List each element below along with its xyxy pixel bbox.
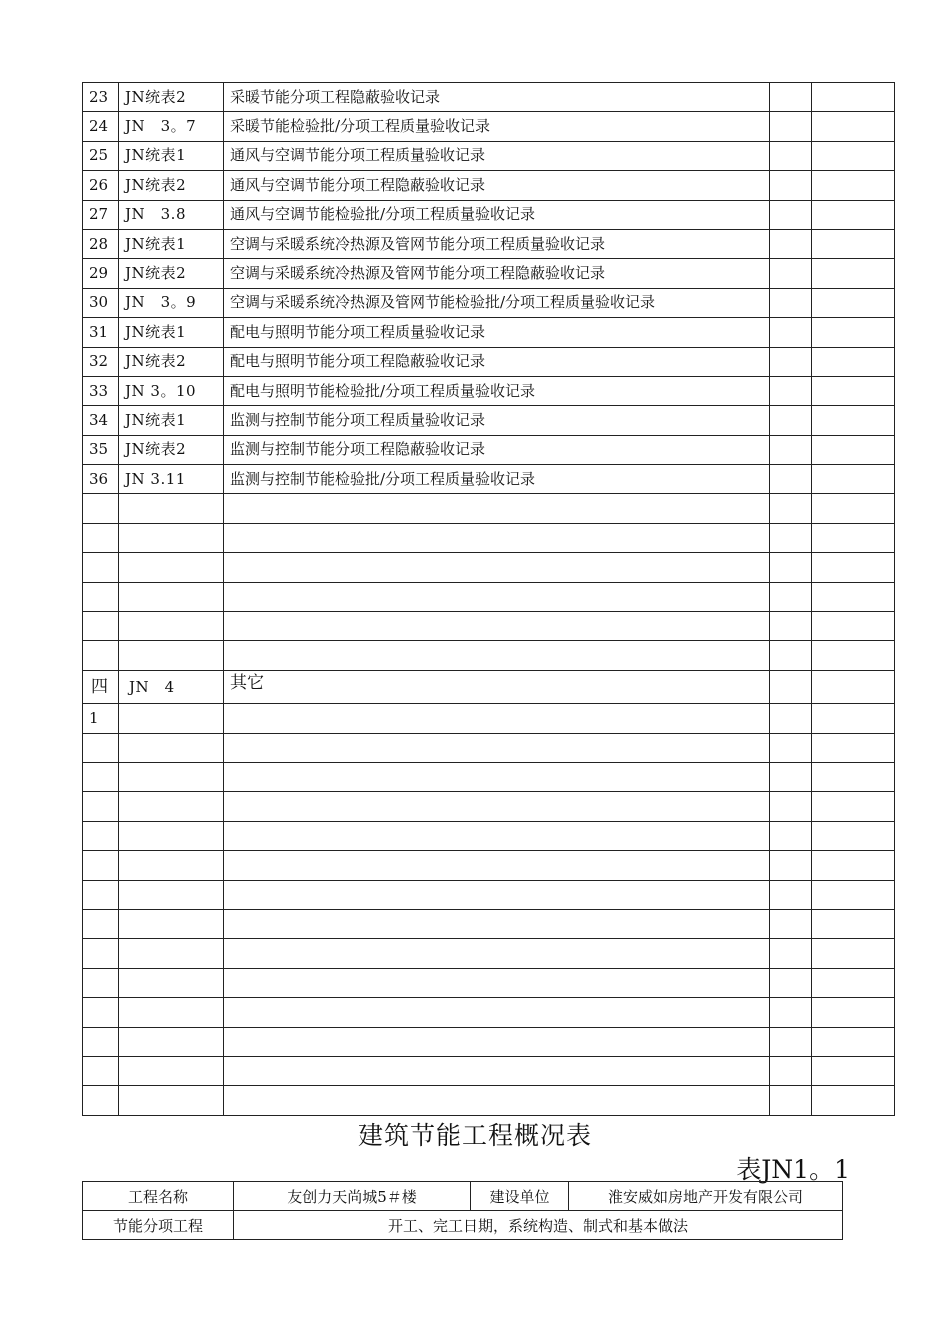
record-name: 通风与空调节能分项工程隐蔽验收记录 [224, 171, 770, 200]
form-code: JN统表1 [119, 318, 224, 347]
form-code: JN统表2 [119, 83, 224, 112]
form-code: JN 3。7 [119, 112, 224, 141]
check-cell [770, 998, 812, 1027]
record-name: 其它 [224, 670, 770, 703]
overview-title: 建筑节能工程概况表 [357, 1121, 592, 1150]
row-number [83, 523, 119, 552]
record-name [224, 909, 770, 938]
record-name: 采暖节能检验批/分项工程质量验收记录 [224, 112, 770, 141]
form-code [119, 1027, 224, 1056]
check-cell [770, 880, 812, 909]
blank-row [83, 762, 895, 791]
remark-cell [812, 288, 895, 317]
form-code [119, 909, 224, 938]
form-code: JN统表2 [119, 259, 224, 288]
record-name [224, 641, 770, 670]
form-code [119, 582, 224, 611]
row-number: 26 [83, 171, 119, 200]
record-name: 监测与控制节能检验批/分项工程质量验收记录 [224, 465, 770, 494]
row-number: 27 [83, 200, 119, 229]
record-name [224, 1086, 770, 1115]
remark-cell [812, 200, 895, 229]
check-cell [770, 200, 812, 229]
row-number [83, 582, 119, 611]
check-cell [770, 406, 812, 435]
form-code [119, 939, 224, 968]
record-name [224, 553, 770, 582]
check-cell [770, 465, 812, 494]
remark-cell [812, 762, 895, 791]
record-name [224, 762, 770, 791]
blank-row [83, 909, 895, 938]
subproject-description: 开工、完工日期，系统构造、制式和基本做法 [234, 1211, 843, 1240]
record-row [83, 288, 895, 317]
row-number [83, 733, 119, 762]
overview-table [82, 1181, 843, 1240]
record-name [224, 494, 770, 523]
row-number [83, 821, 119, 850]
record-row [83, 318, 895, 347]
row-number: 36 [83, 465, 119, 494]
remark-cell [812, 851, 895, 880]
check-cell [770, 141, 812, 170]
check-cell [770, 259, 812, 288]
overview-row-subproject [83, 1211, 843, 1240]
record-name [224, 998, 770, 1027]
record-row [83, 200, 895, 229]
check-cell [770, 288, 812, 317]
check-cell [770, 909, 812, 938]
form-code: JN统表1 [119, 406, 224, 435]
form-code [119, 792, 224, 821]
remark-cell [812, 171, 895, 200]
remark-cell [812, 670, 895, 703]
check-cell [770, 670, 812, 703]
remark-cell [812, 612, 895, 641]
row-number: 31 [83, 318, 119, 347]
remark-cell [812, 704, 895, 733]
row-number: 1 [83, 704, 119, 733]
row-number [83, 1027, 119, 1056]
check-cell [770, 523, 812, 552]
check-cell [770, 1086, 812, 1115]
check-cell [770, 851, 812, 880]
project-name-value: 友创力天尚城5＃楼 [234, 1182, 471, 1211]
row-number [83, 762, 119, 791]
check-cell [770, 821, 812, 850]
form-code: JN统表2 [119, 171, 224, 200]
remark-cell [812, 465, 895, 494]
row-number: 30 [83, 288, 119, 317]
remark-cell [812, 641, 895, 670]
form-code [119, 733, 224, 762]
remark-cell [812, 406, 895, 435]
remark-cell [812, 376, 895, 405]
remark-cell [812, 998, 895, 1027]
row-number: 34 [83, 406, 119, 435]
row-number [83, 494, 119, 523]
form-code [119, 523, 224, 552]
check-cell [770, 1027, 812, 1056]
remark-cell [812, 435, 895, 464]
row-number: 35 [83, 435, 119, 464]
form-code: JN统表1 [119, 229, 224, 258]
check-cell [770, 733, 812, 762]
remark-cell [812, 523, 895, 552]
row-number: 32 [83, 347, 119, 376]
record-name [224, 939, 770, 968]
blank-row [83, 851, 895, 880]
remark-cell [812, 792, 895, 821]
remark-cell [812, 1027, 895, 1056]
remark-cell [812, 318, 895, 347]
blank-row [83, 1027, 895, 1056]
row-number: 29 [83, 259, 119, 288]
check-cell [770, 435, 812, 464]
blank-row [83, 523, 895, 552]
check-cell [770, 229, 812, 258]
check-cell [770, 376, 812, 405]
remark-cell [812, 229, 895, 258]
remark-cell [812, 733, 895, 762]
record-name [224, 880, 770, 909]
form-code: JN统表2 [119, 347, 224, 376]
check-cell [770, 939, 812, 968]
remark-cell [812, 112, 895, 141]
record-row [83, 259, 895, 288]
record-name [224, 704, 770, 733]
row-number: 24 [83, 112, 119, 141]
check-cell [770, 112, 812, 141]
remark-cell [812, 347, 895, 376]
form-code [119, 704, 224, 733]
record-name [224, 851, 770, 880]
form-code [119, 1086, 224, 1115]
record-row [83, 435, 895, 464]
row-number [83, 968, 119, 997]
remark-cell [812, 880, 895, 909]
blank-row [83, 494, 895, 523]
project-name-label: 工程名称 [83, 1182, 234, 1211]
record-name [224, 612, 770, 641]
record-name [224, 821, 770, 850]
form-code [119, 641, 224, 670]
record-name: 配电与照明节能分项工程隐蔽验收记录 [224, 347, 770, 376]
record-name: 监测与控制节能分项工程隐蔽验收记录 [224, 435, 770, 464]
subproject-label: 节能分项工程 [83, 1211, 234, 1240]
row-number [83, 553, 119, 582]
row-number: 28 [83, 229, 119, 258]
blank-row [83, 880, 895, 909]
record-row [83, 406, 895, 435]
form-code [119, 612, 224, 641]
row-number [83, 909, 119, 938]
record-name: 配电与照明节能检验批/分项工程质量验收记录 [224, 376, 770, 405]
record-index-table [82, 82, 895, 1116]
row-number: 23 [83, 83, 119, 112]
blank-row [83, 733, 895, 762]
remark-cell [812, 582, 895, 611]
record-name: 空调与采暖系统冷热源及管网节能分项工程隐蔽验收记录 [224, 259, 770, 288]
remark-cell [812, 1056, 895, 1085]
remark-cell [812, 141, 895, 170]
row-number [83, 1086, 119, 1115]
record-name [224, 792, 770, 821]
form-code: JN统表1 [119, 141, 224, 170]
check-cell [770, 83, 812, 112]
record-row [83, 112, 895, 141]
record-row [83, 229, 895, 258]
remark-cell [812, 83, 895, 112]
blank-row [83, 968, 895, 997]
form-code [119, 968, 224, 997]
row-number [83, 612, 119, 641]
blank-row [83, 939, 895, 968]
check-cell [770, 968, 812, 997]
record-row [83, 141, 895, 170]
form-code [119, 1056, 224, 1085]
form-code [119, 494, 224, 523]
record-name [224, 733, 770, 762]
form-code: JN 3。9 [119, 288, 224, 317]
record-name: 监测与控制节能分项工程质量验收记录 [224, 406, 770, 435]
record-name: 空调与采暖系统冷热源及管网节能检验批/分项工程质量验收记录 [224, 288, 770, 317]
blank-row [83, 641, 895, 670]
blank-row [83, 1056, 895, 1085]
remark-cell [812, 968, 895, 997]
row-number [83, 792, 119, 821]
row-number [83, 998, 119, 1027]
record-row [83, 465, 895, 494]
overview-row-project [83, 1182, 843, 1211]
record-name: 配电与照明节能分项工程质量验收记录 [224, 318, 770, 347]
check-cell [770, 612, 812, 641]
check-cell [770, 494, 812, 523]
section-row [83, 670, 895, 703]
check-cell [770, 347, 812, 376]
form-code: JN 3。10 [119, 376, 224, 405]
blank-row [83, 582, 895, 611]
record-name [224, 968, 770, 997]
blank-row [83, 998, 895, 1027]
record-index-body [83, 83, 895, 1116]
remark-cell [812, 1086, 895, 1115]
blank-row [83, 553, 895, 582]
check-cell [770, 641, 812, 670]
record-name: 通风与空调节能检验批/分项工程质量验收记录 [224, 200, 770, 229]
check-cell [770, 582, 812, 611]
check-cell [770, 171, 812, 200]
blank-row [83, 1086, 895, 1115]
form-code [119, 998, 224, 1027]
builder-label: 建设单位 [471, 1182, 569, 1211]
row-number: 25 [83, 141, 119, 170]
remark-cell [812, 909, 895, 938]
form-code [119, 553, 224, 582]
row-number [83, 641, 119, 670]
record-name: 通风与空调节能分项工程质量验收记录 [224, 141, 770, 170]
remark-cell [812, 494, 895, 523]
row-number: 33 [83, 376, 119, 405]
remark-cell [812, 259, 895, 288]
row-number [83, 1056, 119, 1085]
check-cell [770, 762, 812, 791]
record-row [83, 171, 895, 200]
form-code: JN 4 [119, 670, 224, 703]
remark-cell [812, 821, 895, 850]
remark-cell [812, 553, 895, 582]
form-code [119, 821, 224, 850]
row-number [83, 880, 119, 909]
record-name [224, 1027, 770, 1056]
check-cell [770, 553, 812, 582]
record-row [83, 376, 895, 405]
row-number [83, 851, 119, 880]
row-number: 四 [83, 670, 119, 703]
blank-row [83, 821, 895, 850]
record-name: 采暖节能分项工程隐蔽验收记录 [224, 83, 770, 112]
form-code [119, 851, 224, 880]
record-name [224, 523, 770, 552]
form-code [119, 762, 224, 791]
builder-value: 淮安威如房地产开发有限公司 [569, 1182, 843, 1211]
row-number [83, 939, 119, 968]
check-cell [770, 704, 812, 733]
record-row [83, 347, 895, 376]
record-row [83, 83, 895, 112]
form-code: JN统表2 [119, 435, 224, 464]
blank-row [83, 612, 895, 641]
record-name [224, 1056, 770, 1085]
blank-row [83, 792, 895, 821]
check-cell [770, 792, 812, 821]
form-number: 表JN1。1 [736, 1155, 850, 1184]
form-code: JN 3.8 [119, 200, 224, 229]
record-name: 空调与采暖系统冷热源及管网节能分项工程质量验收记录 [224, 229, 770, 258]
record-name [224, 582, 770, 611]
check-cell [770, 1056, 812, 1085]
form-code: JN 3.11 [119, 465, 224, 494]
record-row [83, 704, 895, 733]
remark-cell [812, 939, 895, 968]
check-cell [770, 318, 812, 347]
form-code [119, 880, 224, 909]
